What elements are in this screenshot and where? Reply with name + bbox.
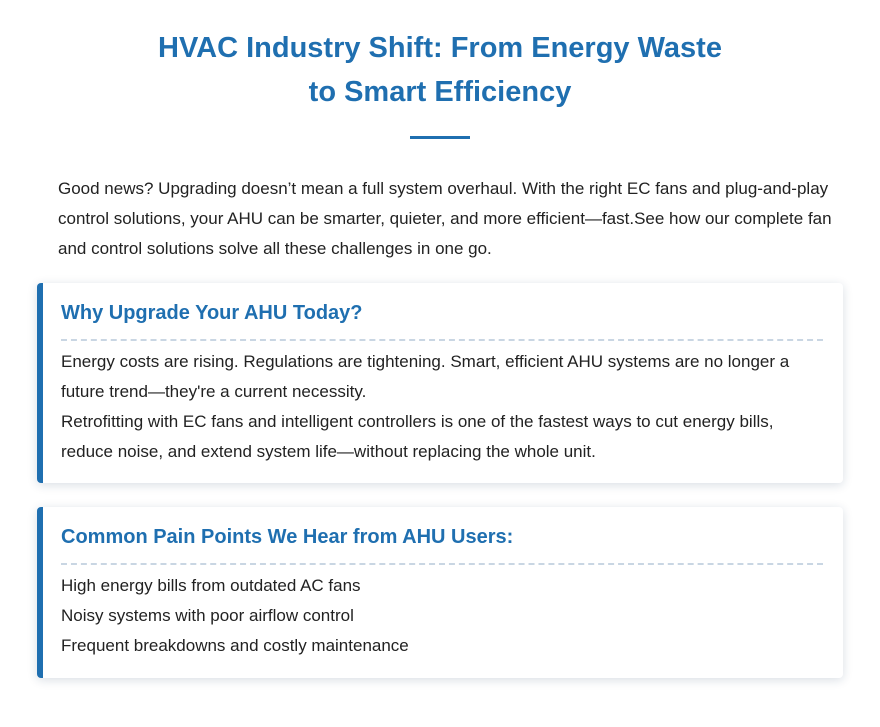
why-upgrade-heading: Why Upgrade Your AHU Today? xyxy=(61,297,823,341)
why-upgrade-card xyxy=(37,283,843,483)
page-title-line-2: to Smart Efficiency xyxy=(308,76,572,108)
page-title xyxy=(0,26,880,114)
intro-paragraph: Good news? Upgrading doesn’t mean a full system overhaul. With the right EC fans and plug-and-play control solutions, your AHU can be smarter, quieter, and more efficient—fast.See how our complete fan and control solutions solve all these challenges in one go. xyxy=(58,179,832,258)
why-upgrade-paragraph-1: Energy costs are rising. Regulations are tightening. Smart, efficient AHU systems are no longer a future trend—they're a current necessity. xyxy=(61,352,790,401)
pain-point-item-2: Noisy systems with poor airflow control xyxy=(61,606,354,625)
title-underline xyxy=(410,136,470,139)
pain-points-list xyxy=(61,571,823,661)
why-upgrade-paragraph-2: Retrofitting with EC fans and intelligent controllers is one of the fastest ways to cut energy bills, reduce noise, and extend system life—without replacing the whole unit. xyxy=(61,412,774,461)
pain-point-item-1: High energy bills from outdated AC fans xyxy=(61,576,361,595)
why-upgrade-body xyxy=(61,347,823,467)
page-title-line-1: HVAC Industry Shift: From Energy Waste xyxy=(158,32,722,64)
pain-points-card xyxy=(37,507,843,678)
pain-points-heading: Common Pain Points We Hear from AHU Users: xyxy=(61,521,823,565)
pain-point-item-3: Frequent breakdowns and costly maintenance xyxy=(61,636,409,655)
